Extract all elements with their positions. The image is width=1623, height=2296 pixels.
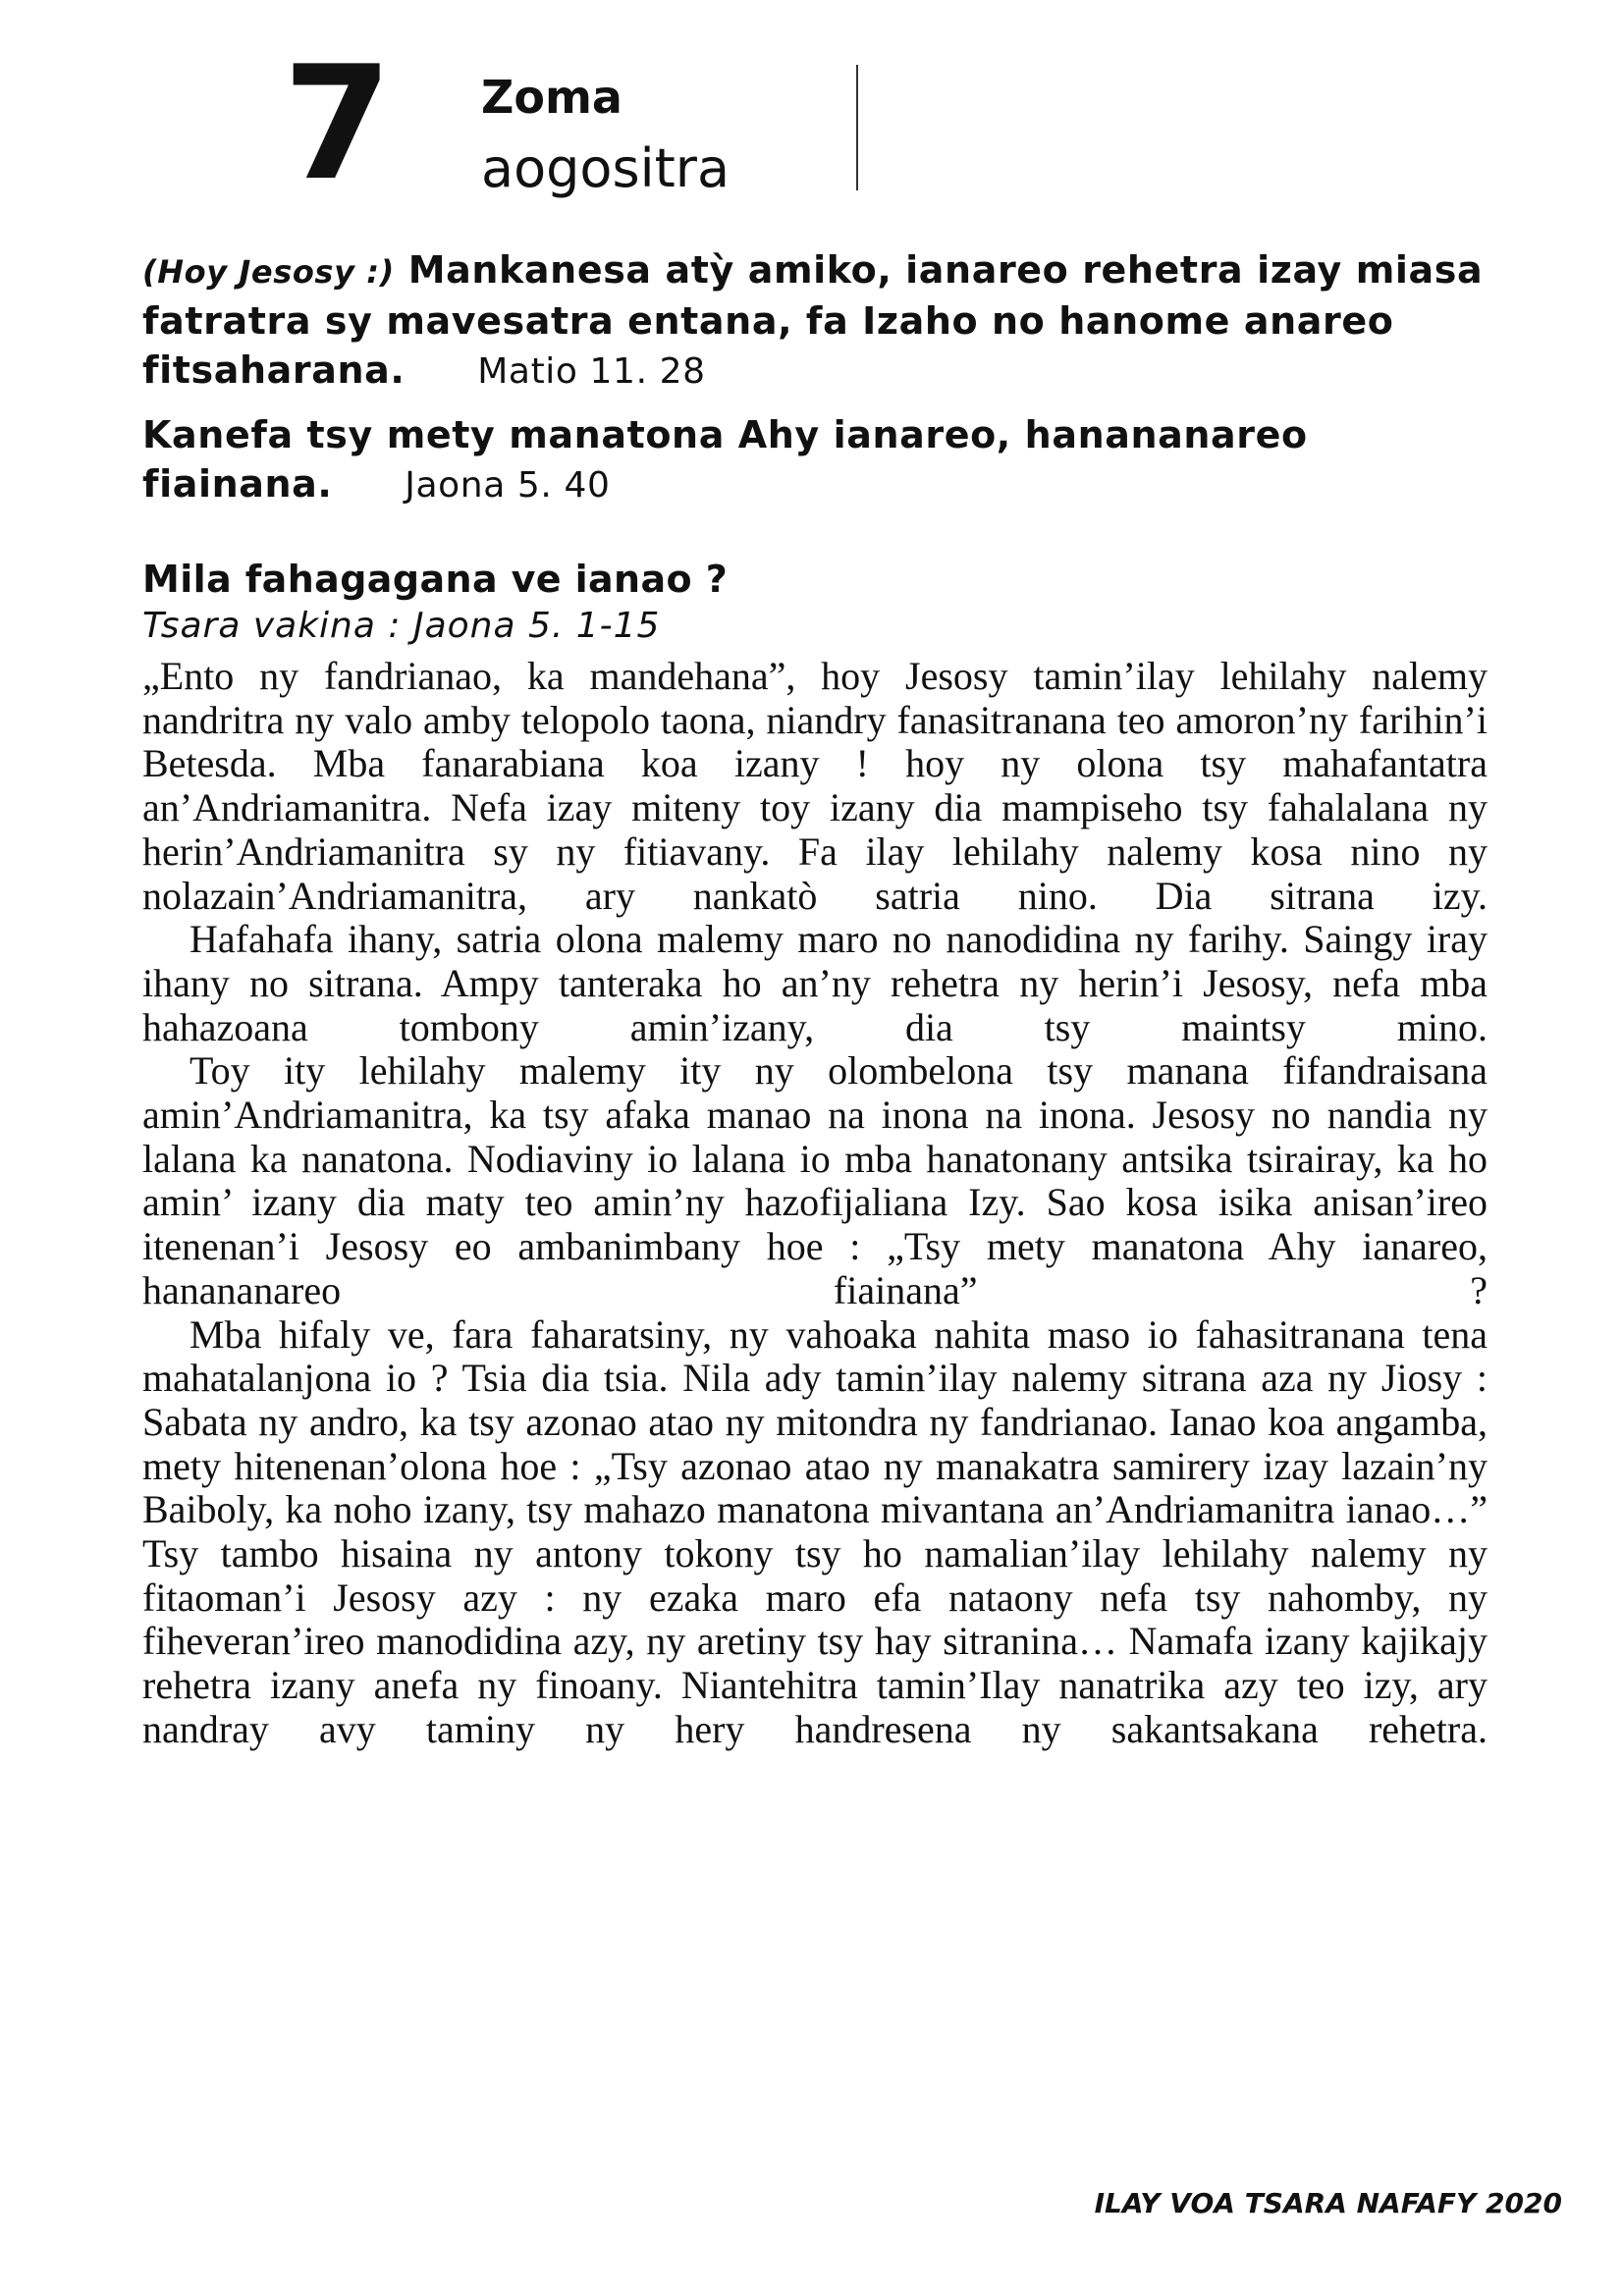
verse-1-text: Mankanesa atỳ amiko, ianareo rehetra izay miasa fatratra sy mavesatra entana, fa Izaho no hanome anareo fitsaharana. [142,248,1484,392]
verse-1 [142,245,1488,397]
paragraph-2: Hafahafa ihany, satria olona malemy maro no nanodidina ny farihy. Saingy iray ihany no sitrana. Ampy tanteraka ho an’ny rehetra ny herin’i Jesosy, nefa mba hahazoana tombony amin’izany, dia tsy maintsy mino. [142,917,1488,1049]
date-header [283,31,872,215]
verse-1-reference: Matio 11. 28 [477,351,706,392]
footer-publication: ILAY VOA TSARA NAFAFY 2020 [1094,2187,1562,2219]
daily-verses [142,245,1488,524]
paragraph-3: Toy ity lehilahy malemy ity ny olombelona tsy manana fifandraisana amin’Andriamanitra, ka tsy afaka manao na inona na inona. Jesosy no nandia ny lalana ka nanatona. Nodiaviny io lalana io mba hanatonany antsika tsirairay, ka ho amin’ izany dia maty teo amin’ny hazofijaliana Izy. Sao kosa isika anisan’ireo itenenan’i Jesosy eo ambanimbany hoe : „Tsy mety manatona Ahy ianareo, hanananareo fiainana” ? [142,1048,1488,1312]
verse-2-text: Kanefa tsy mety manatona Ahy ianareo, hanananareo fiainana. [142,413,1308,506]
paragraph-4: Mba hifaly ve, fara faharatsiny, ny vahoaka nahita maso io fahasitranana tena mahatalanjona io ? Tsia dia tsia. Nila ady tamin’ilay nalemy sitrana aza ny Jiosy : Sabata ny andro, ka tsy azonao atao ny mitondra ny fandrianao. Ianao koa angamba, mety hitenenan’olona hoe : „Tsy azonao atao ny manakatra samirery izay lazain’ny Baiboly, ka noho izany, tsy mahazo manatona mivantana an’Andriamanitra ianao…” Tsy tambo hisaina ny antony tokony tsy ho namalian’ilay lehilahy nalemy ny fitaoman’i Jesosy azy : ny ezaka maro efa nataony nefa tsy nahomby, ny fiheveran’ireo manodidina azy, ny aretiny tsy hay sitranina… Namafa izany kajikajy rehetra izany anefa ny finoany. Niantehitra tamin’Ilay nanatrika azy teo izy, ary nandray avy taminy ny hery handresena ny sakantsakana rehetra. [142,1311,1488,1751]
devotion-title: Mila fahagagana ve ianao ? [142,558,729,601]
paragraph-1: „Ento ny fandrianao, ka mandehana”, hoy Jesosy tamin’ilay lehilahy nalemy nandritra ny valo amby telopolo taona, niandry fanasitranana teo amoron’ny farihin’i Betesda. Mba fanarabiana koa izany ! hoy ny olona tsy mahafantatra an’Andriamanitra. Nefa izay miteny toy izany dia mampiseho tsy fahalalana ny herin’Andriamanitra sy ny fitiavany. Fa ilay lehilahy nalemy kosa nino ny nolazain’Andriamanitra, ary nankatò satria nino. Dia sitrana izy. [142,654,1488,918]
verse-2 [142,410,1488,510]
weekday: Zoma [481,71,622,124]
devotion [142,555,1488,1752]
verse-1-prefix: (Hoy Jesosy :) [142,253,395,291]
header-divider [856,65,858,190]
day-number: 7 [283,31,389,215]
month: aogositra [481,137,730,199]
verse-2-reference: Jaona 5. 40 [405,465,611,506]
devotion-body [142,655,1488,1752]
devotion-reading: Tsara vakina : Jaona 5. 1-15 [142,606,661,646]
